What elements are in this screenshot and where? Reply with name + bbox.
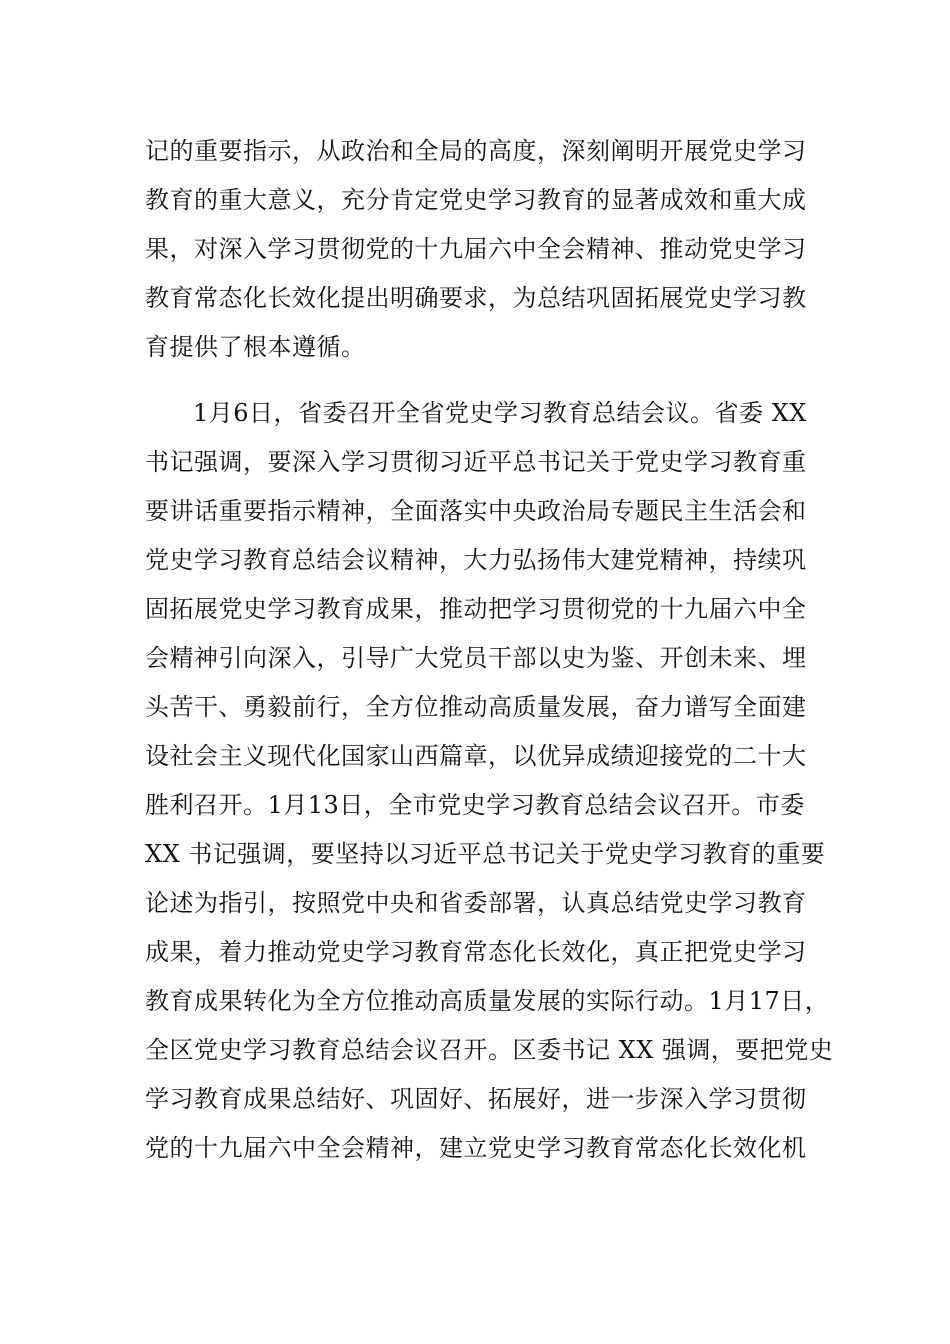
paragraph-line: 记的重要指示，从政治和全局的高度，深刻阐明开展党史学习: [145, 137, 807, 165]
paragraph-line: 固拓展党史学习教育成果，推动把学习贯彻党的十九届六中全: [145, 595, 807, 623]
paragraph-1: [145, 127, 807, 372]
paragraph-2: [145, 389, 834, 1173]
paragraph-line: 全区党史学习教育总结会议召开。区委书记 XX 强调，要把党史: [145, 1036, 834, 1064]
paragraph-line: XX 书记强调，要坚持以习近平总书记关于党史学习教育的重要: [145, 840, 826, 868]
paragraph-line: 书记强调，要深入学习贯彻习近平总书记关于党史学习教育重: [145, 448, 807, 476]
paragraph-line: 要讲话重要指示精神，全面落实中央政治局专题民主生活会和: [145, 497, 807, 525]
paragraph-line: 论述为指引，按照党中央和省委部署，认真总结党史学习教育: [145, 889, 807, 917]
paragraph-line: 教育常态化长效化提出明确要求，为总结巩固拓展党史学习教: [145, 284, 807, 312]
paragraph-line: 设社会主义现代化国家山西篇章，以优异成绩迎接党的二十大: [145, 742, 807, 770]
paragraph-line: 教育成果转化为全方位推动高质量发展的实际行动。1月17日，: [145, 987, 830, 1015]
paragraph-line: 党的十九届六中全会精神，建立党史学习教育常态化长效化机: [145, 1134, 807, 1162]
paragraph-line: 头苦干、勇毅前行，全方位推动高质量发展，奋力谱写全面建: [145, 693, 807, 721]
paragraph-line: 成果，着力推动党史学习教育常态化长效化，真正把党史学习: [145, 938, 807, 966]
paragraph-line: 学习教育成果总结好、巩固好、拓展好，进一步深入学习贯彻: [145, 1085, 807, 1113]
paragraph-line: 育提供了根本遵循。: [145, 333, 366, 361]
paragraph-line: 党史学习教育总结会议精神，大力弘扬伟大建党精神，持续巩: [145, 546, 807, 574]
paragraph-line: 1月6日，省委召开全省党史学习教育总结会议。省委 XX: [193, 399, 807, 427]
paragraph-line: 果，对深入学习贯彻党的十九届六中全会精神、推动党史学习: [145, 235, 807, 263]
paragraph-line: 教育的重大意义，充分肯定党史学习教育的显著成效和重大成: [145, 186, 807, 214]
paragraph-line: 会精神引向深入，引导广大党员干部以史为鉴、开创未来、埋: [145, 644, 807, 672]
paragraph-line: 胜利召开。1月13日，全市党史学习教育总结会议召开。市委: [145, 791, 805, 819]
